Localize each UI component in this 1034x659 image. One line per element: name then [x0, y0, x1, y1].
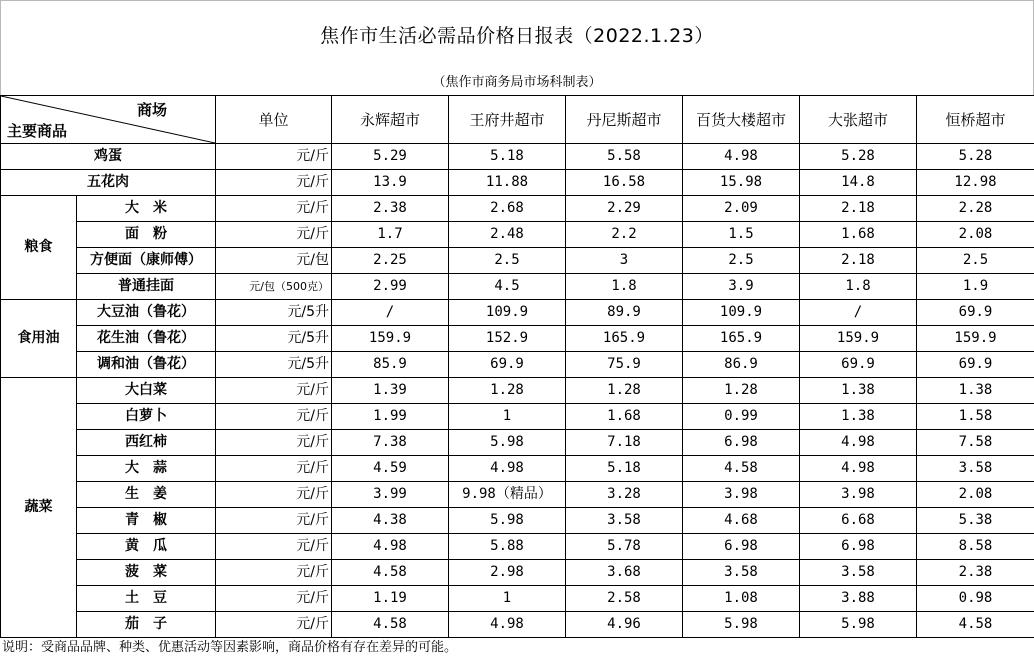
product-name: 菠 菜 [77, 560, 216, 586]
price-cell: / [332, 300, 449, 326]
price-cell: 15.98 [683, 170, 800, 196]
product-name: 大 蒜 [77, 456, 216, 482]
product-name: 鸡蛋 [1, 144, 216, 170]
price-cell: 4.96 [566, 612, 683, 638]
unit-cell: 元/斤 [216, 612, 332, 638]
price-cell: 4.98 [800, 456, 917, 482]
price-cell: 4.38 [332, 508, 449, 534]
price-cell: 2.08 [917, 222, 1034, 248]
store-header: 丹尼斯超市 [566, 96, 683, 144]
unit-cell: 元/包（500克） [216, 274, 332, 300]
price-cell: 1.7 [332, 222, 449, 248]
price-cell: 1.8 [566, 274, 683, 300]
price-cell: 85.9 [332, 352, 449, 378]
price-cell: 5.18 [449, 144, 566, 170]
price-cell: 3.58 [683, 560, 800, 586]
unit-cell: 元/5升 [216, 300, 332, 326]
price-cell: 4.98 [332, 534, 449, 560]
product-name: 面 粉 [77, 222, 216, 248]
price-cell: 4.58 [917, 612, 1034, 638]
price-cell: 1.08 [683, 586, 800, 612]
price-cell: 1 [449, 586, 566, 612]
price-cell: 109.9 [683, 300, 800, 326]
price-cell: 165.9 [683, 326, 800, 352]
table-row [1, 482, 1034, 508]
price-cell: 5.38 [917, 508, 1034, 534]
price-cell: 75.9 [566, 352, 683, 378]
price-cell: 2.48 [449, 222, 566, 248]
price-cell: 3 [566, 248, 683, 274]
price-cell: 2.18 [800, 248, 917, 274]
price-cell: 1.5 [683, 222, 800, 248]
price-cell: 69.9 [917, 352, 1034, 378]
price-cell: 13.9 [332, 170, 449, 196]
product-name: 大豆油（鲁花） [77, 300, 216, 326]
table-header-row [1, 96, 1034, 144]
footnote: 说明：受商品品牌、种类、优惠活动等因素影响，商品价格有存在差异的可能。 [2, 640, 458, 655]
price-cell: 3.28 [566, 482, 683, 508]
price-cell: 0.99 [683, 404, 800, 430]
price-cell: 1.39 [332, 378, 449, 404]
price-cell: 5.58 [566, 144, 683, 170]
table-row [1, 404, 1034, 430]
price-cell: 2.38 [917, 560, 1034, 586]
table-row [1, 378, 1034, 404]
price-cell: 2.98 [449, 560, 566, 586]
price-cell: 2.99 [332, 274, 449, 300]
price-cell: 5.18 [566, 456, 683, 482]
price-cell: 159.9 [332, 326, 449, 352]
product-name: 方便面（康师傅） [77, 248, 216, 274]
unit-cell: 元/斤 [216, 404, 332, 430]
price-cell: 2.68 [449, 196, 566, 222]
diagonal-header-cell [1, 96, 216, 144]
product-name: 大 米 [77, 196, 216, 222]
price-cell: 1.38 [800, 404, 917, 430]
product-name: 土 豆 [77, 586, 216, 612]
price-cell: 7.38 [332, 430, 449, 456]
price-cell: 4.5 [449, 274, 566, 300]
product-name: 普通挂面 [77, 274, 216, 300]
price-cell: 1.28 [449, 378, 566, 404]
product-name: 五花肉 [1, 170, 216, 196]
price-cell: 3.99 [332, 482, 449, 508]
price-cell: 0.98 [917, 586, 1034, 612]
unit-cell: 元/斤 [216, 144, 332, 170]
product-name: 茄 子 [77, 612, 216, 638]
unit-cell: 元/斤 [216, 586, 332, 612]
price-cell: 2.25 [332, 248, 449, 274]
product-name: 花生油（鲁花） [77, 326, 216, 352]
price-cell: 1.38 [800, 378, 917, 404]
table-row [1, 586, 1034, 612]
market-header-label: 商场 [136, 101, 167, 119]
price-cell: 3.58 [917, 456, 1034, 482]
unit-cell: 元/斤 [216, 456, 332, 482]
price-table-body [1, 96, 1034, 638]
price-cell: 7.18 [566, 430, 683, 456]
category-cell: 粮食 [1, 196, 77, 300]
price-cell: 3.98 [800, 482, 917, 508]
price-cell: / [800, 300, 917, 326]
unit-cell: 元/斤 [216, 534, 332, 560]
table-row [1, 352, 1034, 378]
price-cell: 4.98 [449, 612, 566, 638]
product-name: 西红柿 [77, 430, 216, 456]
price-cell: 5.78 [566, 534, 683, 560]
price-cell: 1.68 [566, 404, 683, 430]
price-cell: 1.28 [566, 378, 683, 404]
table-row [1, 430, 1034, 456]
price-cell: 86.9 [683, 352, 800, 378]
price-cell: 2.18 [800, 196, 917, 222]
unit-cell: 元/5升 [216, 352, 332, 378]
price-cell: 7.58 [917, 430, 1034, 456]
report-subtitle: （焦作市商务局市场科制表） [0, 66, 1034, 95]
category-cell: 蔬菜 [1, 378, 77, 638]
price-cell: 1.99 [332, 404, 449, 430]
price-cell: 12.98 [917, 170, 1034, 196]
price-cell: 2.58 [566, 586, 683, 612]
table-row [1, 274, 1034, 300]
price-cell: 5.98 [800, 612, 917, 638]
price-cell: 5.98 [449, 430, 566, 456]
price-cell: 5.29 [332, 144, 449, 170]
price-cell: 8.58 [917, 534, 1034, 560]
price-cell: 2.28 [917, 196, 1034, 222]
category-cell: 食用油 [1, 300, 77, 378]
price-cell: 2.08 [917, 482, 1034, 508]
table-row [1, 170, 1034, 196]
price-cell: 5.98 [449, 508, 566, 534]
price-cell: 109.9 [449, 300, 566, 326]
price-cell: 89.9 [566, 300, 683, 326]
price-cell: 5.98 [683, 612, 800, 638]
price-cell: 1.8 [800, 274, 917, 300]
table-row [1, 222, 1034, 248]
price-cell: 3.88 [800, 586, 917, 612]
report-title: 焦作市生活必需品价格日报表（2022.1.23） [0, 0, 1034, 67]
product-name: 黄 瓜 [77, 534, 216, 560]
price-cell: 5.28 [917, 144, 1034, 170]
unit-header: 单位 [216, 96, 332, 144]
store-header: 王府井超市 [449, 96, 566, 144]
table-row [1, 144, 1034, 170]
price-cell: 4.98 [683, 144, 800, 170]
price-cell: 5.88 [449, 534, 566, 560]
table-row [1, 196, 1034, 222]
price-cell: 3.58 [566, 508, 683, 534]
price-table [0, 95, 1034, 638]
price-cell: 3.98 [683, 482, 800, 508]
product-name: 生 姜 [77, 482, 216, 508]
store-header: 恒桥超市 [917, 96, 1034, 144]
price-cell: 159.9 [800, 326, 917, 352]
price-cell: 4.98 [800, 430, 917, 456]
price-cell: 6.98 [800, 534, 917, 560]
unit-cell: 元/斤 [216, 378, 332, 404]
price-cell: 3.68 [566, 560, 683, 586]
price-cell: 159.9 [917, 326, 1034, 352]
price-cell: 6.98 [683, 430, 800, 456]
price-cell: 4.68 [683, 508, 800, 534]
price-cell: 1.68 [800, 222, 917, 248]
table-row [1, 612, 1034, 638]
price-cell: 1.9 [917, 274, 1034, 300]
price-cell: 3.58 [800, 560, 917, 586]
price-cell: 6.68 [800, 508, 917, 534]
product-name: 大白菜 [77, 378, 216, 404]
unit-cell: 元/斤 [216, 196, 332, 222]
price-cell: 1.19 [332, 586, 449, 612]
product-name: 青 椒 [77, 508, 216, 534]
store-header: 百货大楼超市 [683, 96, 800, 144]
price-cell: 4.58 [332, 612, 449, 638]
unit-cell: 元/5升 [216, 326, 332, 352]
table-row [1, 326, 1034, 352]
price-cell: 2.29 [566, 196, 683, 222]
price-cell: 4.59 [332, 456, 449, 482]
unit-cell: 元/斤 [216, 222, 332, 248]
price-cell: 4.58 [683, 456, 800, 482]
table-row [1, 300, 1034, 326]
table-row [1, 560, 1034, 586]
price-cell: 2.38 [332, 196, 449, 222]
product-name: 调和油（鲁花） [77, 352, 216, 378]
store-header: 大张超市 [800, 96, 917, 144]
unit-cell: 元/斤 [216, 430, 332, 456]
price-cell: 1 [449, 404, 566, 430]
price-cell: 2.09 [683, 196, 800, 222]
table-row [1, 508, 1034, 534]
price-cell: 11.88 [449, 170, 566, 196]
price-cell: 2.5 [917, 248, 1034, 274]
product-name: 白萝卜 [77, 404, 216, 430]
price-cell: 16.58 [566, 170, 683, 196]
price-cell: 5.28 [800, 144, 917, 170]
price-cell: 1.58 [917, 404, 1034, 430]
price-cell: 69.9 [800, 352, 917, 378]
price-cell: 2.2 [566, 222, 683, 248]
price-cell: 69.9 [917, 300, 1034, 326]
price-cell: 9.98（精品） [449, 482, 566, 508]
table-row [1, 534, 1034, 560]
price-cell: 4.58 [332, 560, 449, 586]
price-cell: 6.98 [683, 534, 800, 560]
unit-cell: 元/斤 [216, 560, 332, 586]
unit-cell: 元/斤 [216, 508, 332, 534]
price-cell: 1.38 [917, 378, 1034, 404]
price-cell: 1.28 [683, 378, 800, 404]
store-header: 永辉超市 [332, 96, 449, 144]
goods-header-label: 主要商品 [7, 122, 68, 140]
unit-cell: 元/斤 [216, 170, 332, 196]
price-cell: 2.5 [683, 248, 800, 274]
price-cell: 4.98 [449, 456, 566, 482]
price-cell: 165.9 [566, 326, 683, 352]
table-row [1, 456, 1034, 482]
price-cell: 152.9 [449, 326, 566, 352]
unit-cell: 元/斤 [216, 482, 332, 508]
unit-cell: 元/包 [216, 248, 332, 274]
price-cell: 14.8 [800, 170, 917, 196]
table-row [1, 248, 1034, 274]
price-cell: 3.9 [683, 274, 800, 300]
price-cell: 2.5 [449, 248, 566, 274]
price-cell: 69.9 [449, 352, 566, 378]
